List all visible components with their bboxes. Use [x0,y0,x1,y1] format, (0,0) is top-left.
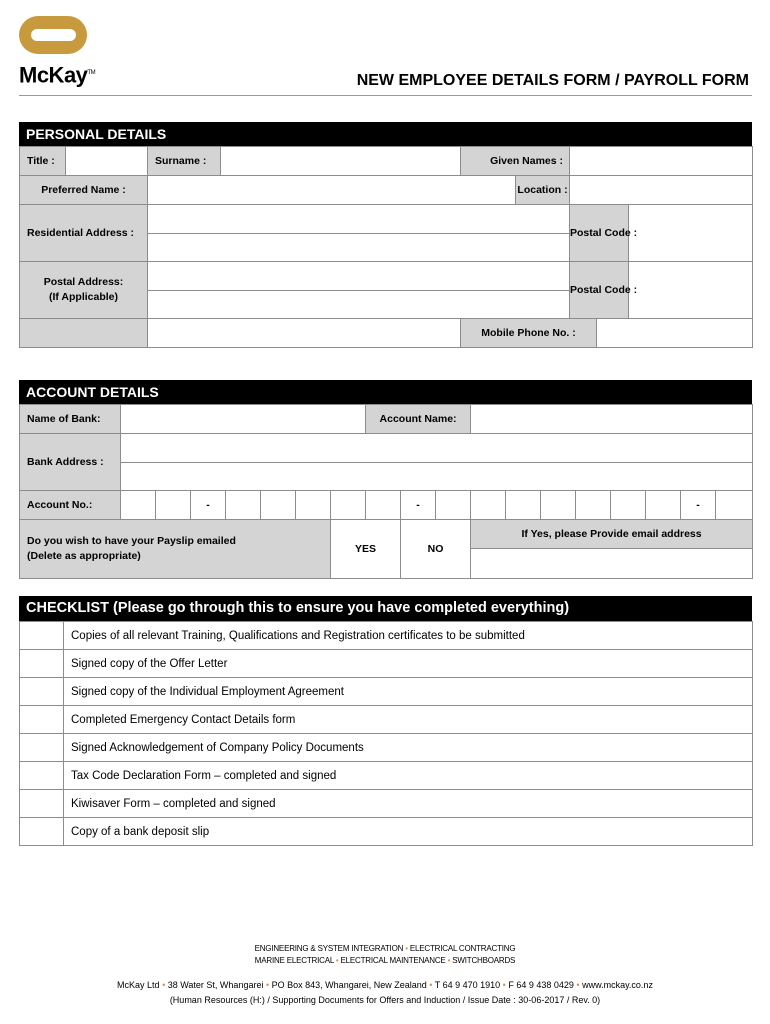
bank-name-label: Name of Bank: [20,405,121,434]
service-electrical-contracting: ELECTRICAL CONTRACTING [409,944,516,953]
postal-address-label [20,262,148,319]
logo-mark-inner [31,29,76,41]
footer-contact [40,979,730,991]
account-details-table [19,404,753,579]
bullet: • [162,980,166,990]
account-digit-2[interactable] [156,491,191,520]
payslip-question-line-1: Do you wish to have your Payslip emailed [27,535,236,547]
location-input[interactable] [570,176,753,205]
given-names-input[interactable] [570,147,753,176]
bullet: • [447,956,451,965]
telephone: T 64 9 470 1910 [434,980,501,990]
postal-code-label: Postal Code : [570,205,629,262]
footer-services-line-2 [60,955,710,966]
payslip-question [20,520,331,579]
checklist-item-2: Signed copy of the Offer Letter [64,650,753,678]
checklist-table [19,621,753,846]
account-digit-10[interactable] [506,491,541,520]
checklist-checkbox-1[interactable] [20,622,64,650]
street-address: 38 Water St, Whangarei [167,980,264,990]
residential-address-label: Residential Address : [20,205,148,262]
brand-logo [19,58,95,90]
postal-code-input[interactable] [629,205,753,262]
postal-address-line-1[interactable] [148,262,570,291]
account-separator-3: - [681,491,716,520]
checklist-item-7: Kiwisaver Form – completed and signed [64,790,753,818]
company-name: McKay Ltd [117,980,160,990]
title-label: Title : [20,147,66,176]
checklist-item-1: Copies of all relevant Training, Qualifications and Registration certificates to be submitted [64,622,753,650]
service-engineering: ENGINEERING & SYSTEM INTEGRATION [254,944,404,953]
trademark: TM [87,70,96,76]
checklist-item-6: Tax Code Declaration Form – completed and signed [64,762,753,790]
checklist-item-5: Signed Acknowledgement of Company Policy Documents [64,734,753,762]
header-rule [19,95,752,96]
account-separator-1: - [191,491,226,520]
fax: F 64 9 438 0429 [508,980,574,990]
account-no-label: Account No.: [20,491,121,520]
mobile-phone-label: Mobile Phone No. : [461,319,597,348]
account-digit-4[interactable] [261,491,296,520]
checklist-checkbox-2[interactable] [20,650,64,678]
checklist-checkbox-7[interactable] [20,790,64,818]
bank-address-line-2[interactable] [121,463,753,491]
bullet: • [429,980,433,990]
bank-address-label: Bank Address : [20,434,121,491]
account-digit-12[interactable] [576,491,611,520]
brand-name: McKay [19,62,88,88]
if-applicable-note: (If Applicable) [48,291,119,303]
preferred-name-input[interactable] [148,176,516,205]
location-label: Location : [516,176,570,205]
email-prompt-label: If Yes, please Provide email address [471,520,753,549]
preferred-name-label: Preferred Name : [20,176,148,205]
checklist-checkbox-6[interactable] [20,762,64,790]
given-names-label: Given Names : [461,147,570,176]
postal-code-label-2: Postal Code : [570,262,629,319]
bullet: • [576,980,580,990]
surname-label: Surname : [148,147,221,176]
checklist-heading: CHECKLIST (Please go through this to ensure you have completed everything) [19,596,752,621]
po-box: PO Box 843, Whangarei, New Zealand [271,980,427,990]
postal-code-input-2[interactable] [629,262,753,319]
service-switchboards: SWITCHBOARDS [452,956,516,965]
bullet: • [405,944,408,953]
payslip-question-line-2: (Delete as appropriate) [27,550,141,562]
service-maintenance: ELECTRICAL MAINTENANCE [340,956,446,965]
email-address-input[interactable] [471,549,753,579]
account-digit-7[interactable] [366,491,401,520]
account-name-input[interactable] [471,405,753,434]
postal-address-line-2[interactable] [148,291,570,319]
account-digit-15[interactable] [716,491,753,520]
residential-address-line-1[interactable] [148,205,570,234]
checklist-item-3: Signed copy of the Individual Employment Agreement [64,678,753,706]
personal-details-heading: PERSONAL DETAILS [19,122,752,146]
account-details-heading: ACCOUNT DETAILS [19,380,752,404]
bullet: • [335,956,339,965]
account-name-label: Account Name: [366,405,471,434]
bullet: • [502,980,506,990]
title-input[interactable] [66,147,148,176]
account-digit-11[interactable] [541,491,576,520]
document-reference: (Human Resources (H:) / Supporting Documents for Offers and Induction / Issue Date : 30-06-2017 / Rev. 0) [169,995,601,1005]
account-digit-9[interactable] [471,491,506,520]
bank-address-line-1[interactable] [121,434,753,463]
form-title: NEW EMPLOYEE DETAILS FORM / PAYROLL FORM [356,72,749,89]
yes-option[interactable]: YES [331,520,401,579]
surname-input[interactable] [221,147,461,176]
footer-services-line-1 [60,943,710,954]
personal-details-table [19,146,753,348]
checklist-item-4: Completed Emergency Contact Details form [64,706,753,734]
blank-input-cell[interactable] [148,319,461,348]
bullet: • [265,980,270,990]
account-digit-1[interactable] [121,491,156,520]
bank-name-input[interactable] [121,405,366,434]
account-digit-8[interactable] [436,491,471,520]
checklist-checkbox-8[interactable] [20,818,64,846]
account-digit-14[interactable] [646,491,681,520]
checklist-item-8: Copy of a bank deposit slip [64,818,753,846]
no-option[interactable]: NO [401,520,471,579]
postal-address-label-text: Postal Address: [43,276,124,288]
checklist-checkbox-4[interactable] [20,706,64,734]
account-digit-13[interactable] [611,491,646,520]
service-marine: MARINE ELECTRICAL [254,956,334,965]
website-link[interactable]: www.mckay.co.nz [582,980,653,990]
residential-address-line-2[interactable] [148,234,570,262]
checklist-checkbox-3[interactable] [20,678,64,706]
account-separator-2: - [401,491,436,520]
mobile-phone-input[interactable] [597,319,753,348]
account-digit-6[interactable] [331,491,366,520]
checklist-checkbox-5[interactable] [20,734,64,762]
account-digit-5[interactable] [296,491,331,520]
account-digit-3[interactable] [226,491,261,520]
blank-label-cell [20,319,148,348]
